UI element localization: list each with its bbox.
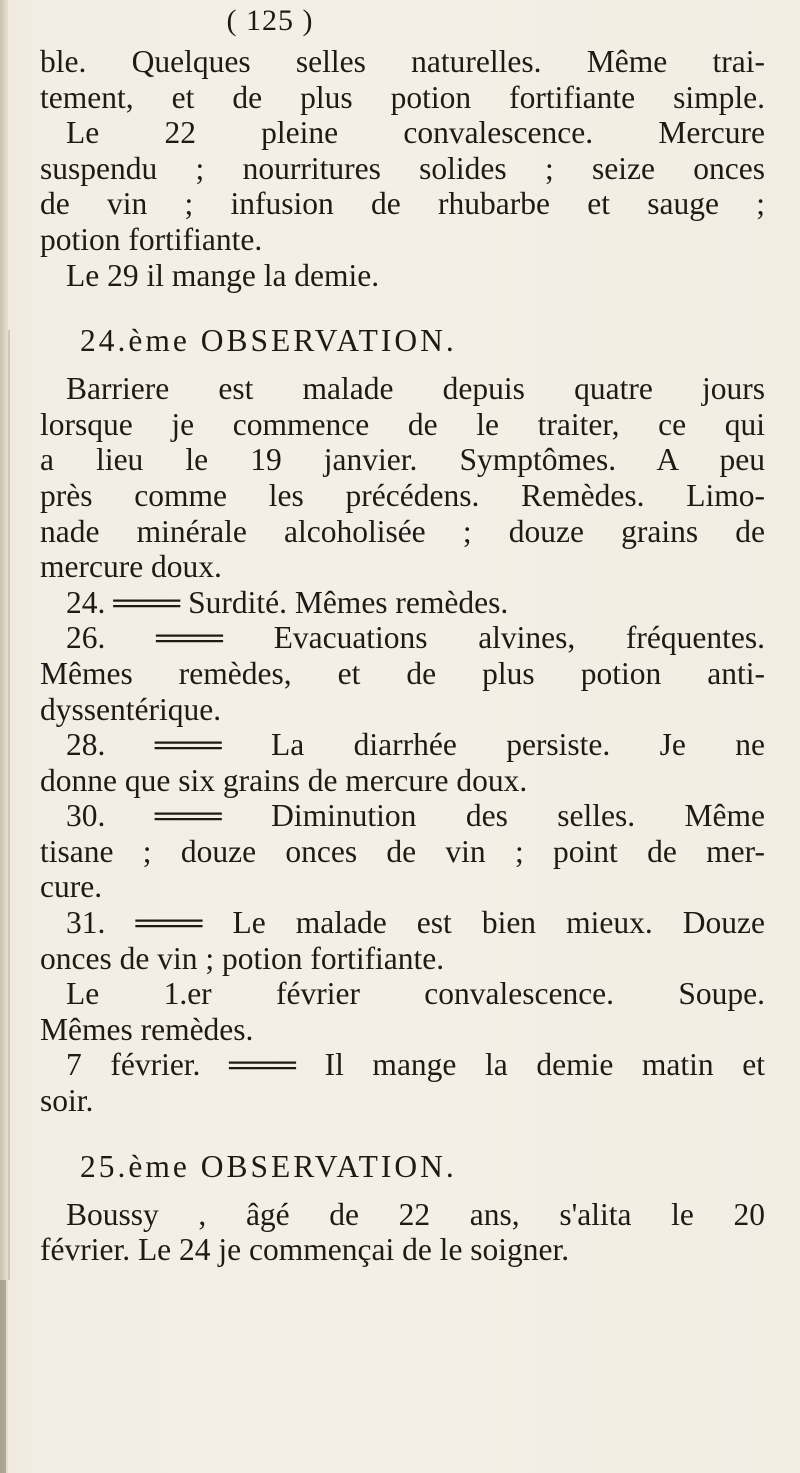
text-line: près comme les précédens. Remèdes. Limo- — [40, 477, 765, 513]
page-gutter — [0, 0, 8, 1473]
text-line: nade minérale alcoholisée ; douze grains de — [40, 513, 765, 549]
text-line: a lieu le 19 janvier. Symptômes. A peu — [40, 442, 765, 478]
text-line: ble. Quelques selles naturelles. Même trai- — [40, 44, 765, 79]
text-line: 7 février. ═══ Il mange la demie matin et — [66, 1047, 765, 1083]
page-body-text — [40, 44, 765, 1268]
text-line: suspendu ; nourritures solides ; seize onces — [40, 150, 765, 186]
text-line: tement, et de plus potion fortifiante simple. — [40, 79, 765, 115]
text-line: 24. ═══ Surdité. Mêmes remèdes. — [66, 584, 509, 620]
text-line: soir. — [40, 1083, 94, 1119]
text-line: 30. ═══ Diminution des selles. Même — [66, 798, 765, 834]
text-line: Le 29 il mange la demie. — [66, 257, 380, 293]
text-line: mercure doux. — [40, 549, 222, 585]
gutter-shadow-line — [8, 330, 10, 1280]
text-line: donne que six grains de mercure doux. — [40, 762, 528, 798]
text-line: Le 1.er février convalescence. Soupe. — [66, 976, 765, 1012]
text-line: cure. — [40, 869, 103, 905]
text-line: dyssentérique. — [40, 691, 222, 727]
text-line: Barriere est malade depuis quatre jours — [66, 371, 765, 407]
text-line: tisane ; douze onces de vin ; point de mer- — [40, 833, 765, 869]
text-line: Boussy , âgé de 22 ans, s'alita le 20 — [66, 1196, 765, 1232]
text-line: de vin ; infusion de rhubarbe et sauge ; — [40, 186, 765, 222]
gutter-dark-edge — [0, 1280, 6, 1473]
text-line: lorsque je commence de le traiter, ce qui — [40, 406, 765, 442]
text-line: 28. ═══ La diarrhée persiste. Je ne — [66, 727, 765, 763]
observation-heading: 25.ème OBSERVATION. — [80, 1148, 457, 1184]
text-line: Mêmes remèdes, et de plus potion anti- — [40, 655, 765, 691]
text-line: février. Le 24 je commençai de le soigner. — [40, 1232, 570, 1268]
text-line: potion fortifiante. — [40, 221, 263, 257]
text-line: 26. ═══ Evacuations alvines, fréquentes. — [66, 620, 765, 656]
text-line: Mêmes remèdes. — [40, 1011, 254, 1047]
observation-heading: 24.ème OBSERVATION. — [80, 323, 457, 359]
text-line: 31. ═══ Le malade est bien mieux. Douze — [66, 905, 765, 941]
text-line: Le 22 pleine convalescence. Mercure — [66, 115, 765, 151]
page-number: ( 125 ) — [226, 4, 314, 37]
text-line: onces de vin ; potion fortifiante. — [40, 940, 445, 976]
